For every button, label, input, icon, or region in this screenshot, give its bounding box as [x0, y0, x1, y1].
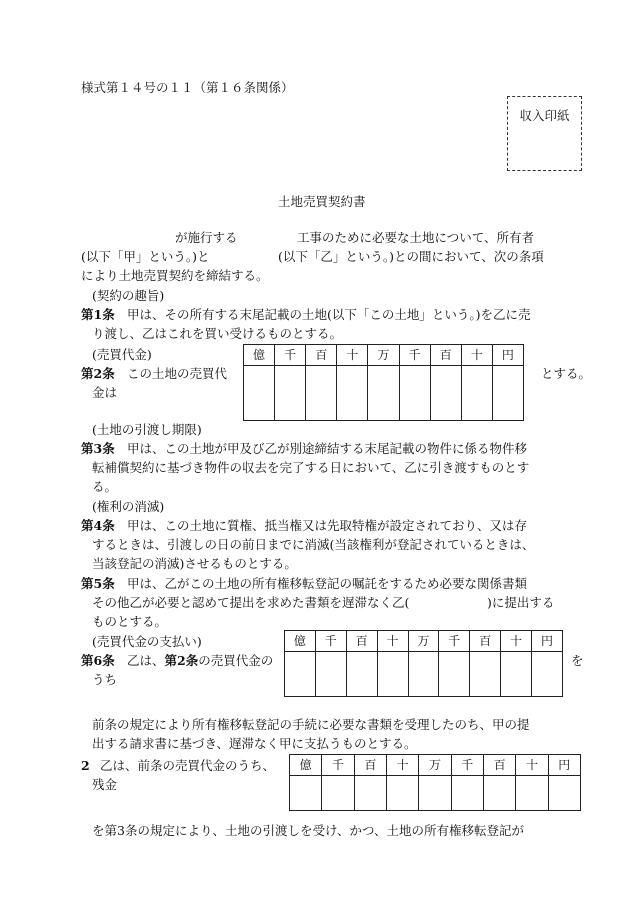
article-text: る。 [92, 479, 118, 494]
unit-cell: 万 [408, 631, 439, 652]
article-text: 甲は、その所有する末尾記載の土地(以下「この土地」という。)を乙に売 [127, 307, 531, 322]
article-text: り渡し、乙はこれを買い受けるものとする。 [92, 326, 343, 341]
article-text: 甲は、この土地が甲及び乙が別途締結する末尾記載の物件に係る物件移 [127, 441, 528, 456]
amount-digit-cell[interactable] [461, 366, 492, 421]
amount-digit-cell[interactable] [346, 652, 377, 697]
amount-value-row [285, 652, 563, 697]
unit-cell: 億 [290, 755, 322, 776]
intro-text: (以下「甲」という。)と [81, 249, 210, 264]
amount-digit-cell[interactable] [306, 366, 337, 421]
amount-digit-cell[interactable] [419, 776, 451, 811]
unit-cell: 百 [430, 345, 461, 366]
article-heading: (売買代金) [92, 347, 152, 362]
unit-cell: 百 [306, 345, 337, 366]
amount-digit-cell[interactable] [315, 652, 346, 697]
unit-cell: 千 [399, 345, 430, 366]
amount-digit-cell[interactable] [470, 652, 501, 697]
amount-digit-cell[interactable] [285, 652, 316, 697]
article-text: 甲は、乙がこの土地の所有権移転登記の嘱託をするため必要な関係書類 [127, 576, 528, 591]
article-text [127, 652, 273, 670]
document-title: 土地売買契約書 [278, 194, 366, 209]
payment-amount-table [284, 630, 563, 697]
revenue-stamp-label: 収入印紙 [519, 108, 570, 123]
unit-cell: 十 [516, 755, 548, 776]
unit-cell: 千 [451, 755, 483, 776]
intro-text: (以下「乙」という。)との間において、次の条項 [278, 249, 544, 264]
article-text: ものとする。 [92, 614, 168, 629]
unit-cell: 千 [322, 755, 354, 776]
amount-digit-cell[interactable] [430, 366, 461, 421]
form-number: 様式第１４号の１１（第１６条関係） [81, 80, 294, 95]
article-text: 残金 [92, 777, 118, 792]
article-heading: (契約の趣旨) [92, 288, 165, 303]
unit-cell: 億 [285, 631, 316, 652]
revenue-stamp-box [507, 96, 582, 171]
amount-digit-cell[interactable] [377, 652, 408, 697]
amount-digit-cell[interactable] [516, 776, 548, 811]
amount-digit-cell[interactable] [483, 776, 515, 811]
article-reference: 第2条 [164, 653, 199, 668]
article-suffix: とする。 [541, 366, 592, 381]
article-number: 第1条 [81, 307, 115, 322]
paragraph-number: 2 [81, 758, 90, 773]
article-heading: (土地の引渡し期限) [92, 422, 202, 437]
unit-cell: 百 [354, 755, 386, 776]
unit-cell: 百 [483, 755, 515, 776]
article-text-part: 乙は、 [127, 653, 165, 668]
amount-value-row [290, 776, 581, 811]
article-text: 金は [92, 385, 118, 400]
amount-digit-cell[interactable] [322, 776, 354, 811]
intro-text: 工事のために必要な土地について、所有者 [297, 230, 535, 245]
intro-text: が施行する [175, 230, 238, 245]
article-text: するときは、引渡しの日の前日までに消滅(当該権利が登記されているときは、 [92, 537, 535, 552]
unit-cell: 千 [315, 631, 346, 652]
amount-digit-cell[interactable] [451, 776, 483, 811]
unit-cell: 万 [419, 755, 451, 776]
amount-digit-cell[interactable] [548, 776, 580, 811]
unit-cell: 円 [532, 631, 563, 652]
unit-cell: 百 [470, 631, 501, 652]
unit-cell: 億 [244, 345, 275, 366]
amount-digit-cell[interactable] [408, 652, 439, 697]
unit-cell: 十 [386, 755, 418, 776]
article-suffix: を [571, 653, 584, 668]
article-text: 乙は、前条の売買代金のうち、 [100, 758, 276, 773]
amount-digit-cell[interactable] [275, 366, 306, 421]
amount-digit-cell[interactable] [492, 366, 523, 421]
price-amount-table [243, 344, 524, 421]
article-text: を第3条の規定により、土地の引渡しを受け、かつ、土地の所有権移転登記が [92, 823, 524, 838]
article-number: 第6条 [81, 653, 115, 668]
intro-text: により土地売買契約を締結する。 [81, 268, 269, 283]
article-number: 第2条 [81, 366, 115, 381]
article-heading: (権利の消滅) [92, 499, 165, 514]
article-text: うち [92, 672, 118, 687]
amount-digit-cell[interactable] [532, 652, 563, 697]
article-text: この土地の売買代 [127, 366, 228, 381]
article-text: 当該登記の消滅)させるものとする。 [92, 556, 297, 571]
unit-cell: 十 [377, 631, 408, 652]
article-text: 前条の規定により所有権移転登記の手続に必要な書類を受理したのち、甲の提 [92, 717, 530, 732]
article-text: その他乙が必要と認めて提出を求めた書類を遅滞なく乙( [92, 595, 410, 610]
article-heading: (売買代金の支払い) [92, 634, 202, 649]
article-number: 第3条 [81, 441, 115, 456]
amount-digit-cell[interactable] [290, 776, 322, 811]
article-text-part: の売買代金の [198, 653, 274, 668]
amount-unit-row [290, 755, 581, 776]
amount-digit-cell[interactable] [368, 366, 399, 421]
amount-value-row [244, 366, 524, 421]
unit-cell: 百 [346, 631, 377, 652]
unit-cell: 円 [492, 345, 523, 366]
amount-digit-cell[interactable] [337, 366, 368, 421]
unit-cell: 万 [368, 345, 399, 366]
amount-digit-cell[interactable] [386, 776, 418, 811]
unit-cell: 千 [275, 345, 306, 366]
amount-digit-cell[interactable] [399, 366, 430, 421]
amount-digit-cell[interactable] [439, 652, 470, 697]
article-text: 出する請求書に基づき、遅滞なく甲に支払うものとする。 [92, 736, 417, 751]
amount-digit-cell[interactable] [354, 776, 386, 811]
article-text: )に提出する [487, 595, 555, 610]
article-number: 第4条 [81, 518, 115, 533]
unit-cell: 十 [337, 345, 368, 366]
remaining-amount-table [289, 754, 581, 811]
unit-cell: 十 [501, 631, 532, 652]
unit-cell: 円 [548, 755, 580, 776]
article-number: 第5条 [81, 576, 115, 591]
amount-unit-row [244, 345, 524, 366]
article-text: 甲は、この土地に質権、抵当権又は先取特権が設定されており、又は存 [127, 518, 528, 533]
unit-cell: 千 [439, 631, 470, 652]
article-text: 転補償契約に基づき物件の収去を完了する日において、乙に引き渡すものとす [92, 460, 530, 475]
unit-cell: 十 [461, 345, 492, 366]
amount-digit-cell[interactable] [244, 366, 275, 421]
amount-digit-cell[interactable] [501, 652, 532, 697]
amount-unit-row [285, 631, 563, 652]
